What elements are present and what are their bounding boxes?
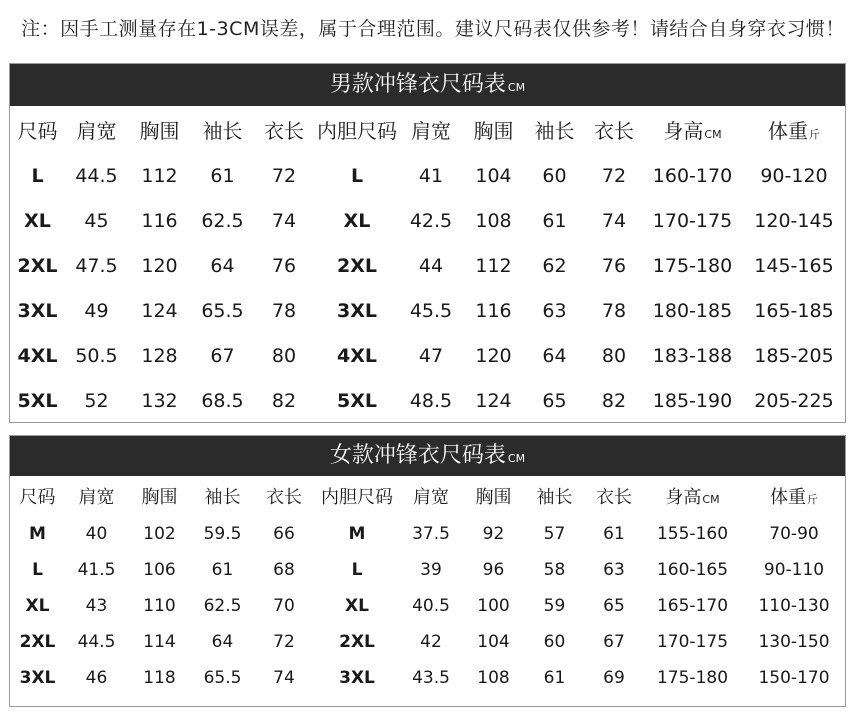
table-cell: 170-175 <box>656 632 729 652</box>
women-chart-title-bar <box>10 436 845 476</box>
table-cell: 64 <box>542 344 567 367</box>
table-cell: 76 <box>271 254 297 277</box>
size-cell: XL <box>24 209 51 232</box>
women-chart-title-unit: CM <box>507 452 526 465</box>
men-chart-title-unit: CM <box>507 81 526 94</box>
table-cell: 74 <box>273 668 295 688</box>
table-cell: 67 <box>210 344 235 367</box>
table-cell: 160-165 <box>656 560 729 580</box>
table-cell: 60 <box>543 632 566 652</box>
column-header <box>191 106 254 153</box>
column-header <box>191 476 254 516</box>
column-header-label: 胸围 <box>473 119 514 143</box>
table-cell: 185-205 <box>754 344 834 367</box>
column-header <box>314 106 400 153</box>
table-cell: 80 <box>601 344 627 367</box>
disclaimer-note: 注：因手工测量存在1-3CM误差，属于合理范围。建议尺码表仅供参考！请结合自身穿衣习惯！ <box>21 18 845 40</box>
size-cell: XL <box>345 596 369 616</box>
size-cell: L <box>350 164 364 187</box>
table-row <box>10 660 847 696</box>
table-row <box>10 198 847 243</box>
column-header-label: 胸围 <box>475 487 512 508</box>
column-header-label: 体重 <box>768 119 808 143</box>
table-cell: 72 <box>271 164 297 187</box>
column-header <box>10 476 65 516</box>
table-cell: 41.5 <box>77 560 116 580</box>
size-cell: 5XL <box>17 389 58 412</box>
table-cell: 108 <box>475 209 512 232</box>
column-header <box>400 106 462 153</box>
table-cell: 60 <box>542 164 567 187</box>
table-cell: 61 <box>543 668 566 688</box>
column-header <box>128 476 191 516</box>
table-cell: 112 <box>475 254 512 277</box>
table-cell: 112 <box>141 164 178 187</box>
size-cell: 2XL <box>19 632 56 652</box>
table-cell: 67 <box>603 632 625 652</box>
table-cell: 44.5 <box>77 632 116 652</box>
table-cell: 46 <box>85 668 108 688</box>
table-cell: 49 <box>84 299 109 322</box>
table-cell: 43.5 <box>412 668 450 688</box>
table-cell: 175-180 <box>656 668 729 688</box>
table-cell: 69 <box>603 668 625 688</box>
size-cell: 4XL <box>337 344 377 367</box>
table-cell: 68.5 <box>201 389 244 412</box>
column-header-label: 衣长 <box>266 487 302 508</box>
women-chart-title: 女款冲锋衣尺码表 <box>329 443 506 468</box>
table-cell: 124 <box>141 299 178 322</box>
table-cell: 110-130 <box>758 596 830 616</box>
column-header-label: 尺码 <box>19 487 56 508</box>
size-cell: 3XL <box>337 299 377 322</box>
size-cell: 5XL <box>337 389 377 412</box>
column-header-unit: CM <box>704 128 722 141</box>
table-cell: 37.5 <box>412 524 450 544</box>
column-header-label: 衣长 <box>596 487 632 508</box>
table-cell: 68 <box>273 560 295 580</box>
column-header-label: 内胆尺码 <box>321 487 393 508</box>
table-cell: 120 <box>475 344 512 367</box>
column-header-label: 肩宽 <box>413 487 449 508</box>
table-cell: 108 <box>477 668 510 688</box>
column-header-label: 尺码 <box>17 119 58 143</box>
table-cell: 155-160 <box>656 524 729 544</box>
column-header-unit: 斤 <box>807 493 818 506</box>
table-cell: 82 <box>271 389 297 412</box>
table-cell: 66 <box>273 524 295 544</box>
size-cell: M <box>348 524 366 544</box>
column-header-label: 肩宽 <box>76 119 117 143</box>
table-row <box>10 333 847 378</box>
table-cell: 59.5 <box>203 524 242 544</box>
men-chart-title: 男款冲锋衣尺码表 <box>329 72 506 97</box>
table-cell: 44.5 <box>75 164 118 187</box>
column-header-label: 胸围 <box>139 119 180 143</box>
table-cell: 61 <box>211 560 234 580</box>
table-cell: 65 <box>603 596 625 616</box>
table-cell: 70 <box>273 596 295 616</box>
column-header <box>741 476 847 516</box>
column-header <box>584 476 644 516</box>
table-cell: 124 <box>475 389 512 412</box>
column-header <box>525 476 584 516</box>
table-cell: 64 <box>210 254 235 277</box>
table-cell: 90-120 <box>760 164 828 187</box>
table-row <box>10 552 847 588</box>
women-size-table <box>10 476 847 696</box>
table-row <box>10 378 847 423</box>
table-cell: 65.5 <box>201 299 244 322</box>
table-cell: 57 <box>543 524 566 544</box>
size-cell: L <box>31 164 44 187</box>
table-row <box>10 153 847 198</box>
table-cell: 185-190 <box>652 389 733 412</box>
table-cell: 39 <box>420 560 442 580</box>
column-header-label: 体重 <box>770 487 806 508</box>
table-cell: 90-110 <box>763 560 825 580</box>
table-cell: 62 <box>542 254 567 277</box>
table-cell: 114 <box>143 632 176 652</box>
column-header <box>65 476 128 516</box>
table-cell: 165-170 <box>656 596 729 616</box>
column-header-label: 肩宽 <box>78 487 115 508</box>
column-header <box>314 476 400 516</box>
column-header <box>254 476 314 516</box>
size-cell: 3XL <box>19 668 56 688</box>
table-cell: 65 <box>542 389 567 412</box>
column-header <box>10 106 65 153</box>
table-cell: 64 <box>211 632 234 652</box>
column-header-unit: 斤 <box>809 128 820 141</box>
table-row <box>10 243 847 288</box>
table-cell: 59 <box>543 596 566 616</box>
table-cell: 96 <box>482 560 505 580</box>
table-cell: 72 <box>601 164 627 187</box>
table-cell: 74 <box>271 209 297 232</box>
column-header-label: 袖长 <box>202 119 243 143</box>
table-cell: 62.5 <box>201 209 244 232</box>
men-size-table <box>10 106 847 423</box>
table-cell: 42.5 <box>409 209 453 232</box>
table-cell: 150-170 <box>758 668 830 688</box>
table-cell: 47 <box>418 344 444 367</box>
table-cell: 118 <box>143 668 176 688</box>
table-cell: 128 <box>141 344 178 367</box>
table-cell: 180-185 <box>652 299 733 322</box>
column-header-label: 内胆尺码 <box>317 119 397 143</box>
table-cell: 45.5 <box>409 299 453 322</box>
table-cell: 42 <box>420 632 442 652</box>
column-header <box>525 106 584 153</box>
table-row <box>10 288 847 333</box>
table-cell: 45 <box>84 209 109 232</box>
column-header <box>462 476 525 516</box>
table-cell: 50.5 <box>75 344 118 367</box>
table-cell: 41 <box>418 164 444 187</box>
table-cell: 43 <box>85 596 108 616</box>
table-cell: 116 <box>475 299 512 322</box>
table-cell: 120-145 <box>754 209 834 232</box>
table-cell: 76 <box>601 254 627 277</box>
column-header-label: 肩宽 <box>411 119 451 143</box>
size-cell: XL <box>25 596 50 616</box>
size-cell: 2XL <box>17 254 58 277</box>
size-cell: 4XL <box>17 344 58 367</box>
column-header-label: 袖长 <box>536 487 573 508</box>
size-cell: L <box>351 560 363 580</box>
table-cell: 102 <box>143 524 176 544</box>
column-header-label: 身高 <box>665 487 702 508</box>
table-cell: 78 <box>601 299 627 322</box>
column-header <box>65 106 128 153</box>
table-cell: 130-150 <box>758 632 830 652</box>
table-cell: 72 <box>273 632 295 652</box>
table-cell: 40.5 <box>412 596 450 616</box>
table-cell: 65.5 <box>203 668 242 688</box>
men-size-chart <box>9 63 846 423</box>
column-header-label: 袖长 <box>534 119 575 143</box>
women-header-row <box>10 476 847 516</box>
table-cell: 82 <box>601 389 627 412</box>
table-cell: 78 <box>271 299 297 322</box>
table-cell: 120 <box>141 254 178 277</box>
size-cell: 3XL <box>17 299 58 322</box>
column-header-label: 衣长 <box>264 119 304 143</box>
table-cell: 47.5 <box>75 254 118 277</box>
table-cell: 58 <box>543 560 566 580</box>
column-header <box>128 106 191 153</box>
table-cell: 104 <box>475 164 512 187</box>
table-row <box>10 624 847 660</box>
table-cell: 61 <box>542 209 567 232</box>
table-cell: 100 <box>477 596 510 616</box>
table-cell: 104 <box>477 632 510 652</box>
column-header <box>741 106 847 153</box>
women-size-chart <box>9 435 846 707</box>
table-cell: 44 <box>418 254 444 277</box>
table-cell: 110 <box>143 596 176 616</box>
table-cell: 74 <box>601 209 627 232</box>
table-row <box>10 588 847 624</box>
table-cell: 175-180 <box>652 254 733 277</box>
column-header-label: 身高 <box>663 119 704 143</box>
column-header-label: 胸围 <box>141 487 178 508</box>
table-cell: 70-90 <box>769 524 819 544</box>
column-header <box>462 106 525 153</box>
column-header <box>584 106 644 153</box>
table-cell: 80 <box>271 344 297 367</box>
size-cell: 3XL <box>339 668 375 688</box>
column-header <box>254 106 314 153</box>
column-header <box>400 476 462 516</box>
table-cell: 40 <box>85 524 108 544</box>
column-header-label: 袖长 <box>204 487 241 508</box>
table-row <box>10 516 847 552</box>
table-cell: 52 <box>84 389 109 412</box>
table-cell: 116 <box>141 209 178 232</box>
column-header <box>644 476 741 516</box>
column-header-label: 衣长 <box>594 119 634 143</box>
size-cell: 2XL <box>337 254 377 277</box>
size-cell: L <box>32 560 43 580</box>
table-cell: 145-165 <box>754 254 834 277</box>
table-cell: 92 <box>482 524 505 544</box>
table-cell: 106 <box>143 560 176 580</box>
men-header-row <box>10 106 847 153</box>
men-chart-title-bar <box>10 64 845 106</box>
size-cell: XL <box>343 209 371 232</box>
table-cell: 183-188 <box>652 344 733 367</box>
column-header <box>644 106 741 153</box>
column-header-unit: CM <box>702 493 720 506</box>
table-cell: 48.5 <box>409 389 453 412</box>
table-cell: 160-170 <box>652 164 733 187</box>
table-cell: 165-185 <box>754 299 834 322</box>
table-cell: 63 <box>542 299 567 322</box>
table-cell: 132 <box>141 389 178 412</box>
table-cell: 61 <box>603 524 625 544</box>
table-cell: 170-175 <box>652 209 733 232</box>
table-cell: 63 <box>603 560 625 580</box>
table-cell: 205-225 <box>754 389 834 412</box>
size-cell: M <box>29 524 46 544</box>
table-cell: 61 <box>210 164 235 187</box>
size-cell: 2XL <box>339 632 375 652</box>
table-cell: 62.5 <box>203 596 242 616</box>
